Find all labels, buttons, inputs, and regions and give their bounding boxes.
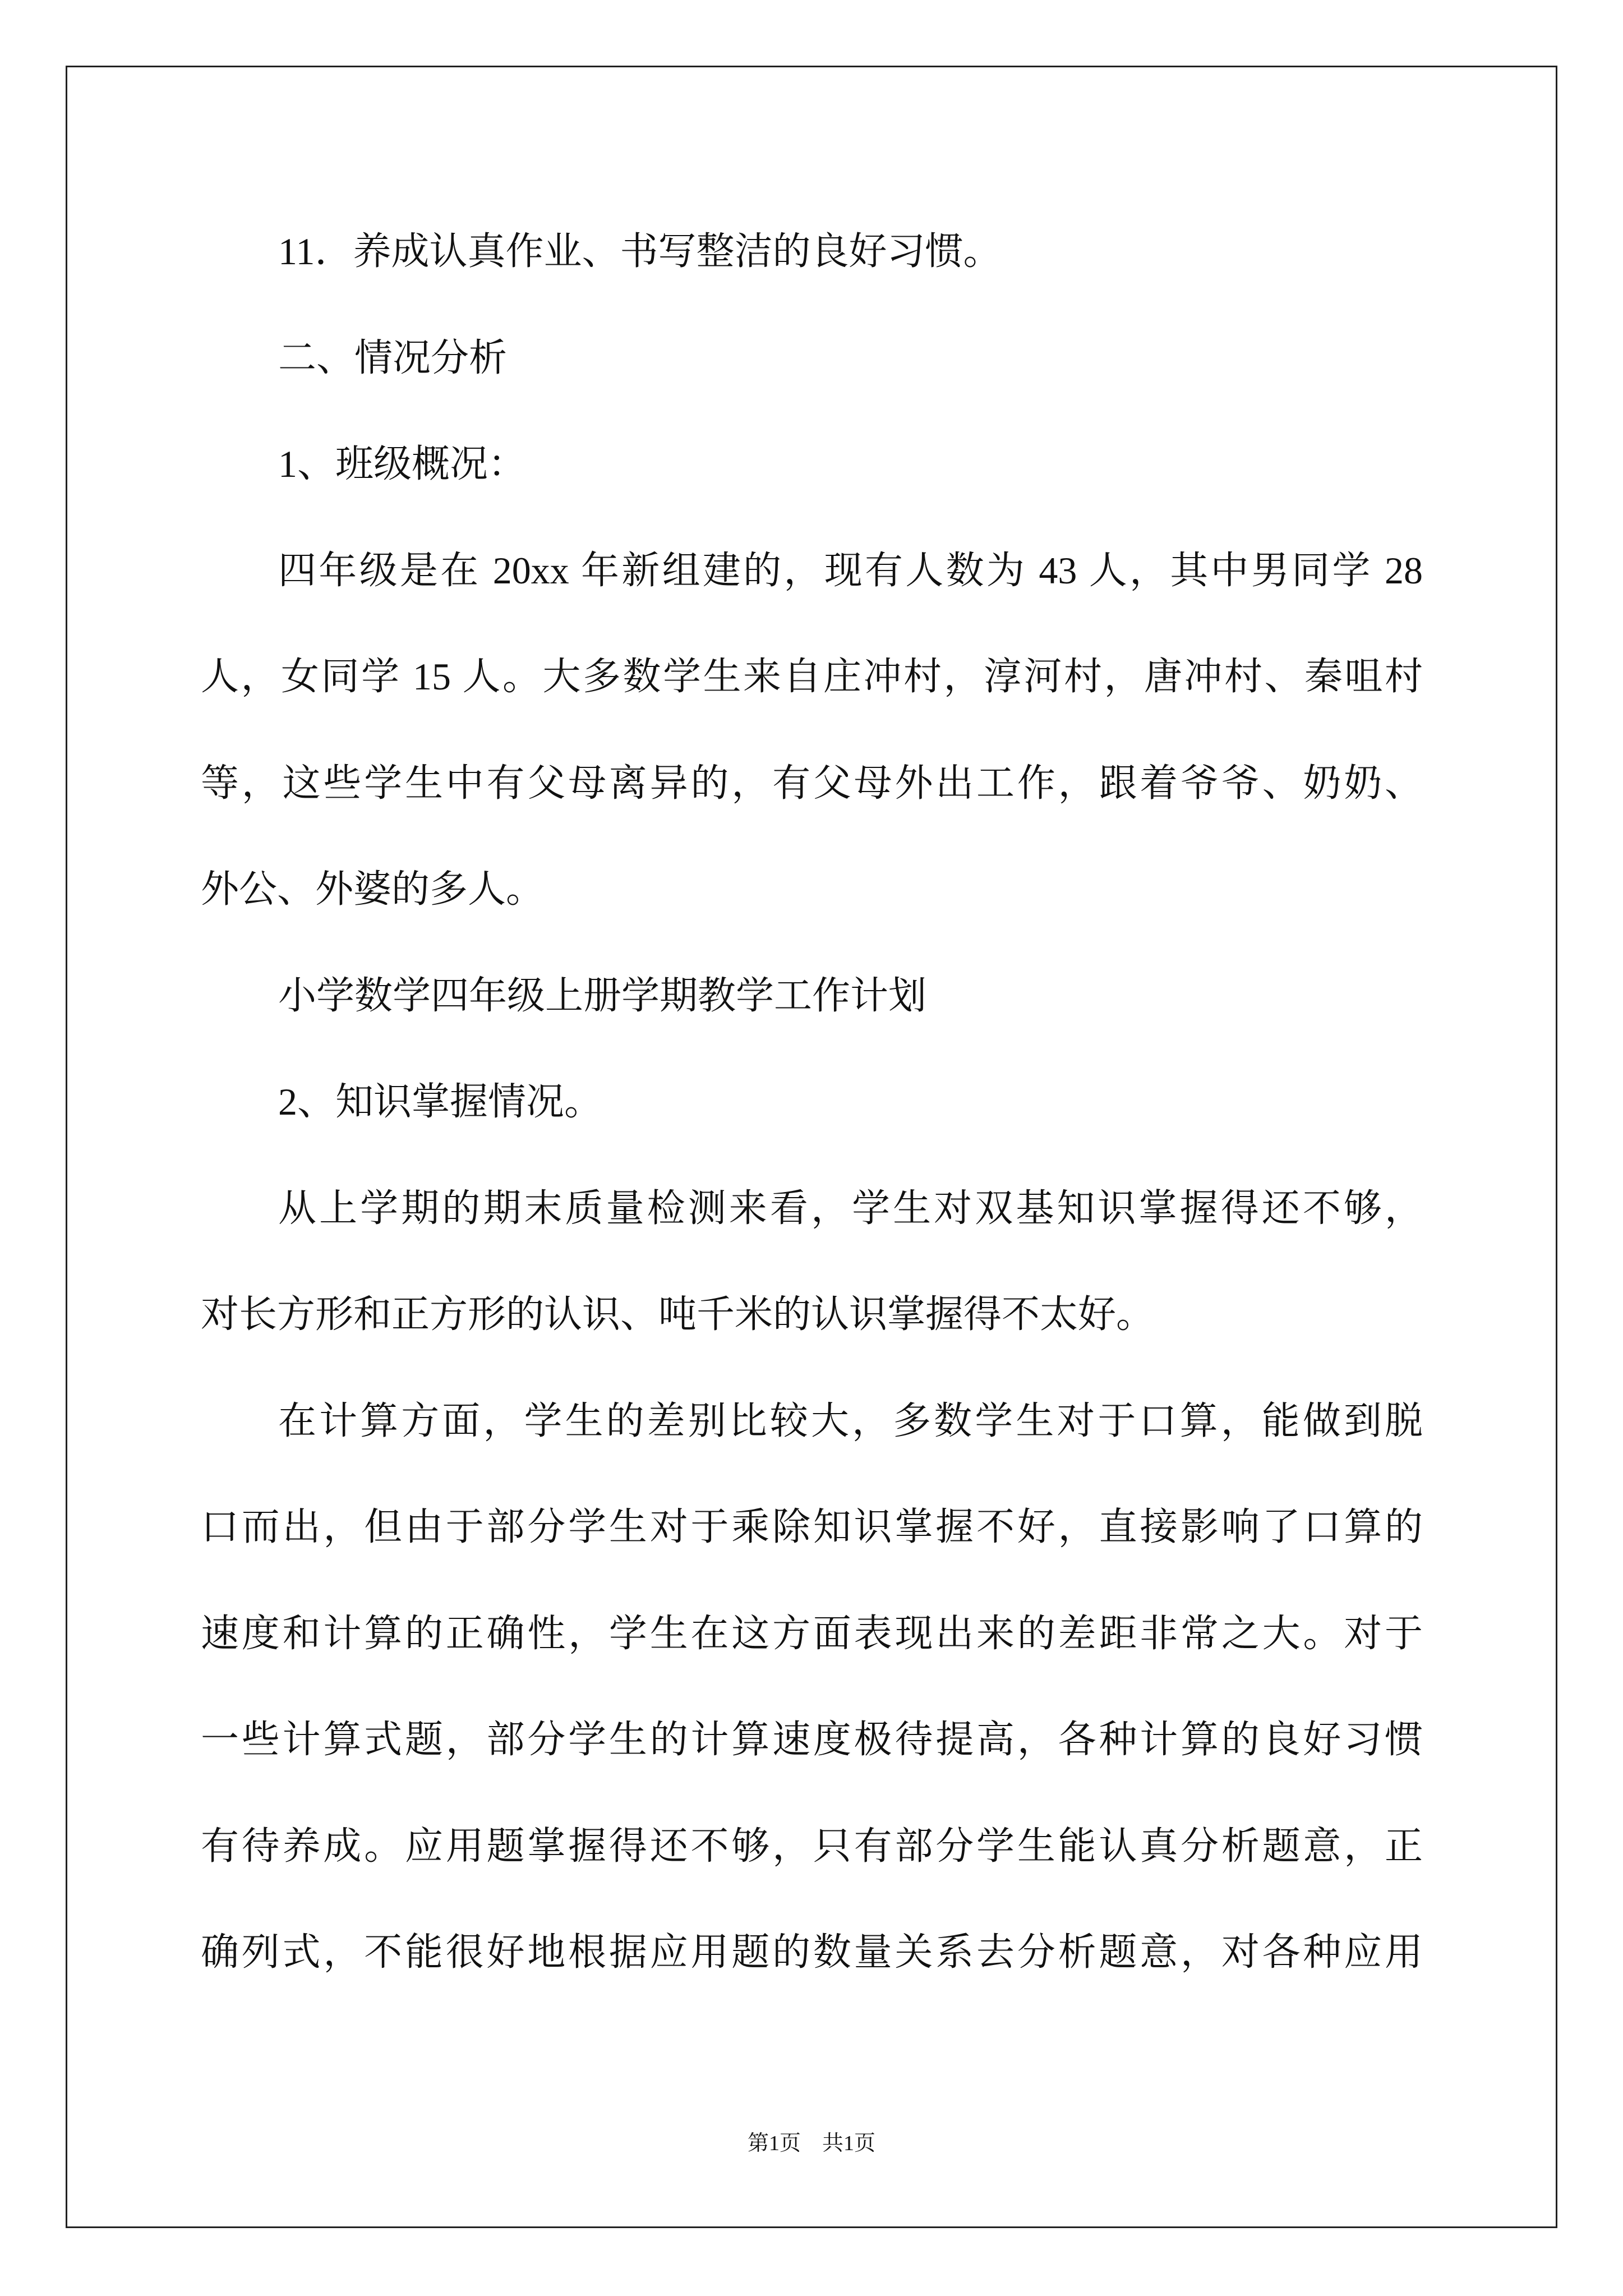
paragraph-line: 速度和计算的正确性，学生在这方面表现出来的差距非常之大。对于: [201, 1612, 1423, 1655]
paragraph-line: 在计算方面，学生的差别比较大，多数学生对于口算，能做到脱: [278, 1399, 1423, 1442]
paragraph-line: 从上学期的期末质量检测来看，学生对双基知识掌握得还不够，: [278, 1186, 1423, 1230]
paragraph-line: 11．养成认真作业、书写整洁的良好习惯。: [278, 230, 1002, 273]
paragraph-line: 小学数学四年级上册学期教学工作计划: [278, 974, 927, 1017]
subsection-heading: 1、班级概况：: [278, 443, 527, 485]
paragraph-line: 外公、外婆的多人。: [201, 868, 545, 910]
subsection-heading: 2、知识掌握情况。: [278, 1080, 603, 1123]
paragraph-line: 有待养成。应用题掌握得还不够，只有部分学生能认真分析题意，正: [201, 1824, 1423, 1867]
paragraph-line: 口而出，但由于部分学生对于乘除知识掌握不好，直接影响了口算的: [201, 1506, 1423, 1548]
paragraph-line: 对长方形和正方形的认识、吨千米的认识掌握得不太好。: [201, 1293, 1155, 1336]
paragraph-line: 确列式，不能很好地根据应用题的数量关系去分析题意，对各种应用: [201, 1931, 1423, 1973]
paragraph-line: 四年级是在 20xx 年新组建的，现有人数为 43 人，其中男同学 28: [278, 549, 1423, 592]
section-heading: 二、情况分析: [278, 336, 508, 379]
paragraph-line: 人，女同学 15 人。大多数学生来自庄冲村，淳河村，唐冲村、秦咀村: [201, 655, 1423, 698]
document-body: [201, 199, 1423, 2006]
paragraph-line: 一些计算式题，部分学生的计算速度极待提高，各种计算的良好习惯: [201, 1718, 1423, 1761]
paragraph-line: 等，这些学生中有父母离异的，有父母外出工作，跟着爷爷、奶奶、: [201, 761, 1423, 804]
page-footer: 第1页 共1页: [747, 2132, 875, 2155]
